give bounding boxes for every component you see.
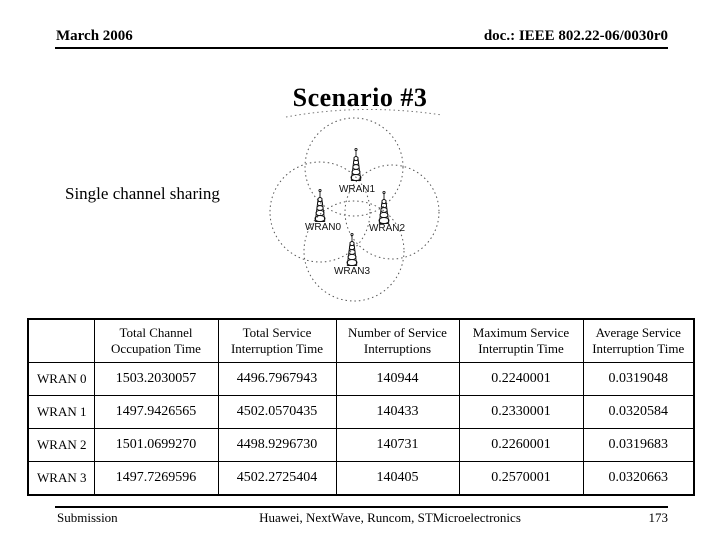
- coverage-circle-wran2: [345, 165, 439, 259]
- antenna-tower-icon: [379, 191, 389, 223]
- col-header-avg-interruption: Average Service Interruption Time: [583, 319, 694, 363]
- col-header-interruption-time: Total Service Interruption Time: [218, 319, 336, 363]
- row-label: WRAN 1: [28, 396, 94, 429]
- table-header-row: [28, 319, 694, 363]
- coverage-diagram-svg: [245, 98, 475, 313]
- col-header-max-interruption: Maximum Service Interruptin Time: [459, 319, 583, 363]
- wran-coverage-diagram: [245, 98, 475, 313]
- header-date: March 2006: [56, 28, 133, 44]
- footer-authors: Huawei, NextWave, Runcom, STMicroelectronics: [259, 510, 521, 525]
- table-row: [28, 429, 694, 462]
- antenna-tower-icon: [347, 233, 357, 265]
- table-cell: 1497.9426565: [94, 396, 218, 429]
- table-row: [28, 462, 694, 496]
- table-cell: 140433: [336, 396, 459, 429]
- col-header-blank: [28, 319, 94, 363]
- wran-label: WRAN1: [338, 184, 376, 195]
- table-cell: 140944: [336, 363, 459, 396]
- table-cell: 4496.7967943: [218, 363, 336, 396]
- table-cell: 0.0320584: [583, 396, 694, 429]
- table-cell: 1497.7269596: [94, 462, 218, 496]
- table-cell: 4498.9296730: [218, 429, 336, 462]
- header-doc-number: doc.: IEEE 802.22-06/0030r0: [483, 28, 668, 44]
- footer-page-number: 173: [648, 510, 668, 525]
- table-cell: 140731: [336, 429, 459, 462]
- table-cell: 0.0319048: [583, 363, 694, 396]
- wran-label: WRAN3: [333, 266, 371, 277]
- row-label: WRAN 3: [28, 462, 94, 496]
- table-row: [28, 396, 694, 429]
- col-header-occupation-time: Total Channel Occupation Time: [94, 319, 218, 363]
- footer-submission-label: Submission: [57, 510, 118, 525]
- antenna-tower-icon: [315, 189, 325, 221]
- col-header-num-interruptions: Number of Service Interruptions: [336, 319, 459, 363]
- results-table: [27, 318, 695, 496]
- table-cell: 4502.2725404: [218, 462, 336, 496]
- table-cell: 1501.0699270: [94, 429, 218, 462]
- outer-coverage-arc: [286, 109, 442, 117]
- table-cell: 0.2260001: [459, 429, 583, 462]
- table-cell: 0.2570001: [459, 462, 583, 496]
- table-row: [28, 363, 694, 396]
- table-cell: 0.0320663: [583, 462, 694, 496]
- footer-rule: [55, 506, 668, 508]
- table-cell: 0.2240001: [459, 363, 583, 396]
- row-label: WRAN 0: [28, 363, 94, 396]
- table-cell: 140405: [336, 462, 459, 496]
- antenna-tower-icon: [351, 148, 361, 180]
- table-cell: 0.0319683: [583, 429, 694, 462]
- row-label: WRAN 2: [28, 429, 94, 462]
- wran-label: WRAN2: [368, 223, 406, 234]
- wran-label: WRAN0: [304, 222, 342, 233]
- page-title: Scenario #3: [292, 83, 428, 112]
- table-cell: 0.2330001: [459, 396, 583, 429]
- subtitle-text: Single channel sharing: [65, 184, 220, 203]
- table-cell: 1503.2030057: [94, 363, 218, 396]
- header-rule: [55, 47, 668, 49]
- table-cell: 4502.0570435: [218, 396, 336, 429]
